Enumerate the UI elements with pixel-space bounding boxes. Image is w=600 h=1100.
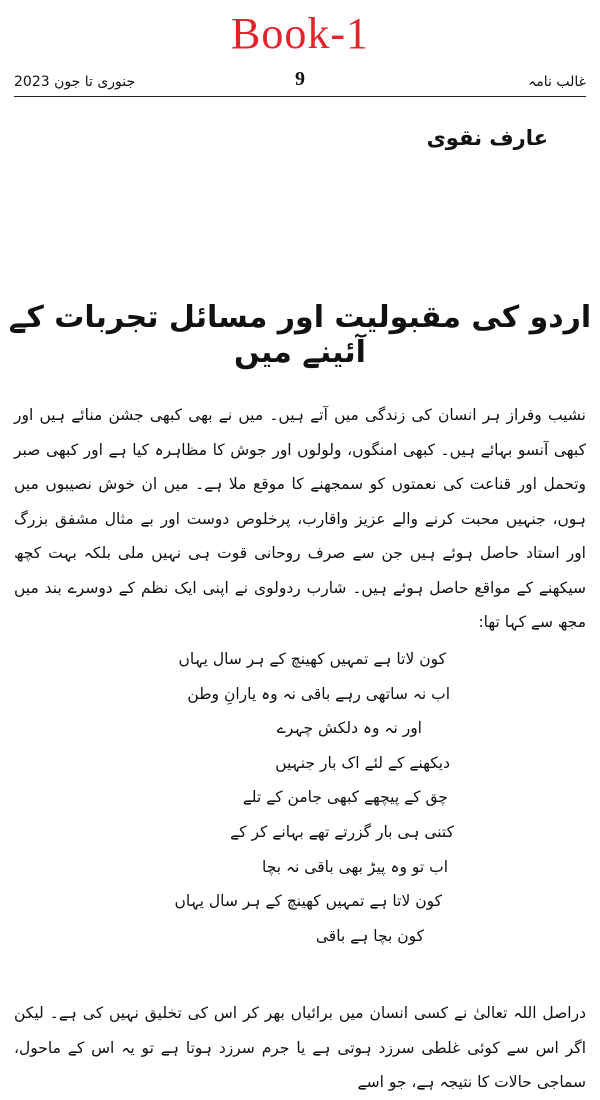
poem-line: کون بچا ہے باقی [315,926,424,945]
book-label: Book-1 [231,9,369,58]
poem-line: کون لاتا ہے تمہیں کھینچ کے ہر سال یہاں [178,650,446,668]
page-number: 9 [295,68,305,90]
closing-paragraph: دراصل اللہ تعالیٰ نے کسی انسان میں برائیاں بھر کر اس کی تخلیق نہیں کی ہے۔ لیکن اگر اس سے کوئی غلطی سرزد ہوتی ہے یا جرم سرزد ہوتا ہے تو یہ اس کے ماحول، سماجی حالات کا نتیجہ ہے، جو اسے [14,1004,586,1091]
poem-line: دیکھنے کے لئے اک بار جنہیں [275,753,450,772]
poem-line: اب تو وہ پیڑ بھی باقی نہ بچا [262,857,448,876]
poem-line: کون لاتا ہے تمہیں کھینچ کے ہر سال یہاں [174,892,442,911]
poem-stanza [174,642,550,953]
issue-date-range: جنوری تا جون 2023 [14,74,136,90]
poem-line: اور نہ وہ دلکش چہرے [276,719,422,738]
intro-paragraph: نشیب وفراز ہر انسان کی زندگی میں آتے ہیں۔ میں نے بھی کبھی جشن منائے ہیں اور کبھی آنسو بہائے ہیں۔ کبھی امنگوں، ولولوں اور جوش کا مظاہرہ کیا ہے اور کبھی صبر وتحمل اور قناعت کی نعمتوں کو سمجھنے کا موقع ملا ہے۔ میں ان خوش نصیبوں میں ہوں، جنہیں محبت کرنے والے عزیز واقارب، پرخلوص دوست اور بے مثال مشفق بزرگ اور استاد حاصل ہوئے ہیں جن سے صرف روحانی قوت ہی نہیں ملی بلکہ بہت کچھ سیکھنے کے مواقع حاصل ہوئے ہیں۔ شارب ردولوی نے اپنی ایک نظم کے دوسرے بند میں مجھ سے کہا تھا: [14,406,586,631]
poem-line: اب نہ ساتھی رہے باقی نہ وہ یارانِ وطن [187,684,450,703]
article-title: اردو کی مقبولیت اور مسائل تجربات کے آئینے میں [8,300,592,370]
journal-name: غالب نامہ [528,74,586,90]
author-name: عارف نقوی [426,126,548,150]
running-head [14,70,586,97]
poem-line: چق کے پیچھے کبھی جامن کے تلے [242,788,448,807]
poem-line: کتنی ہی بار گزرتے تھے بہانے کر کے [230,822,454,841]
